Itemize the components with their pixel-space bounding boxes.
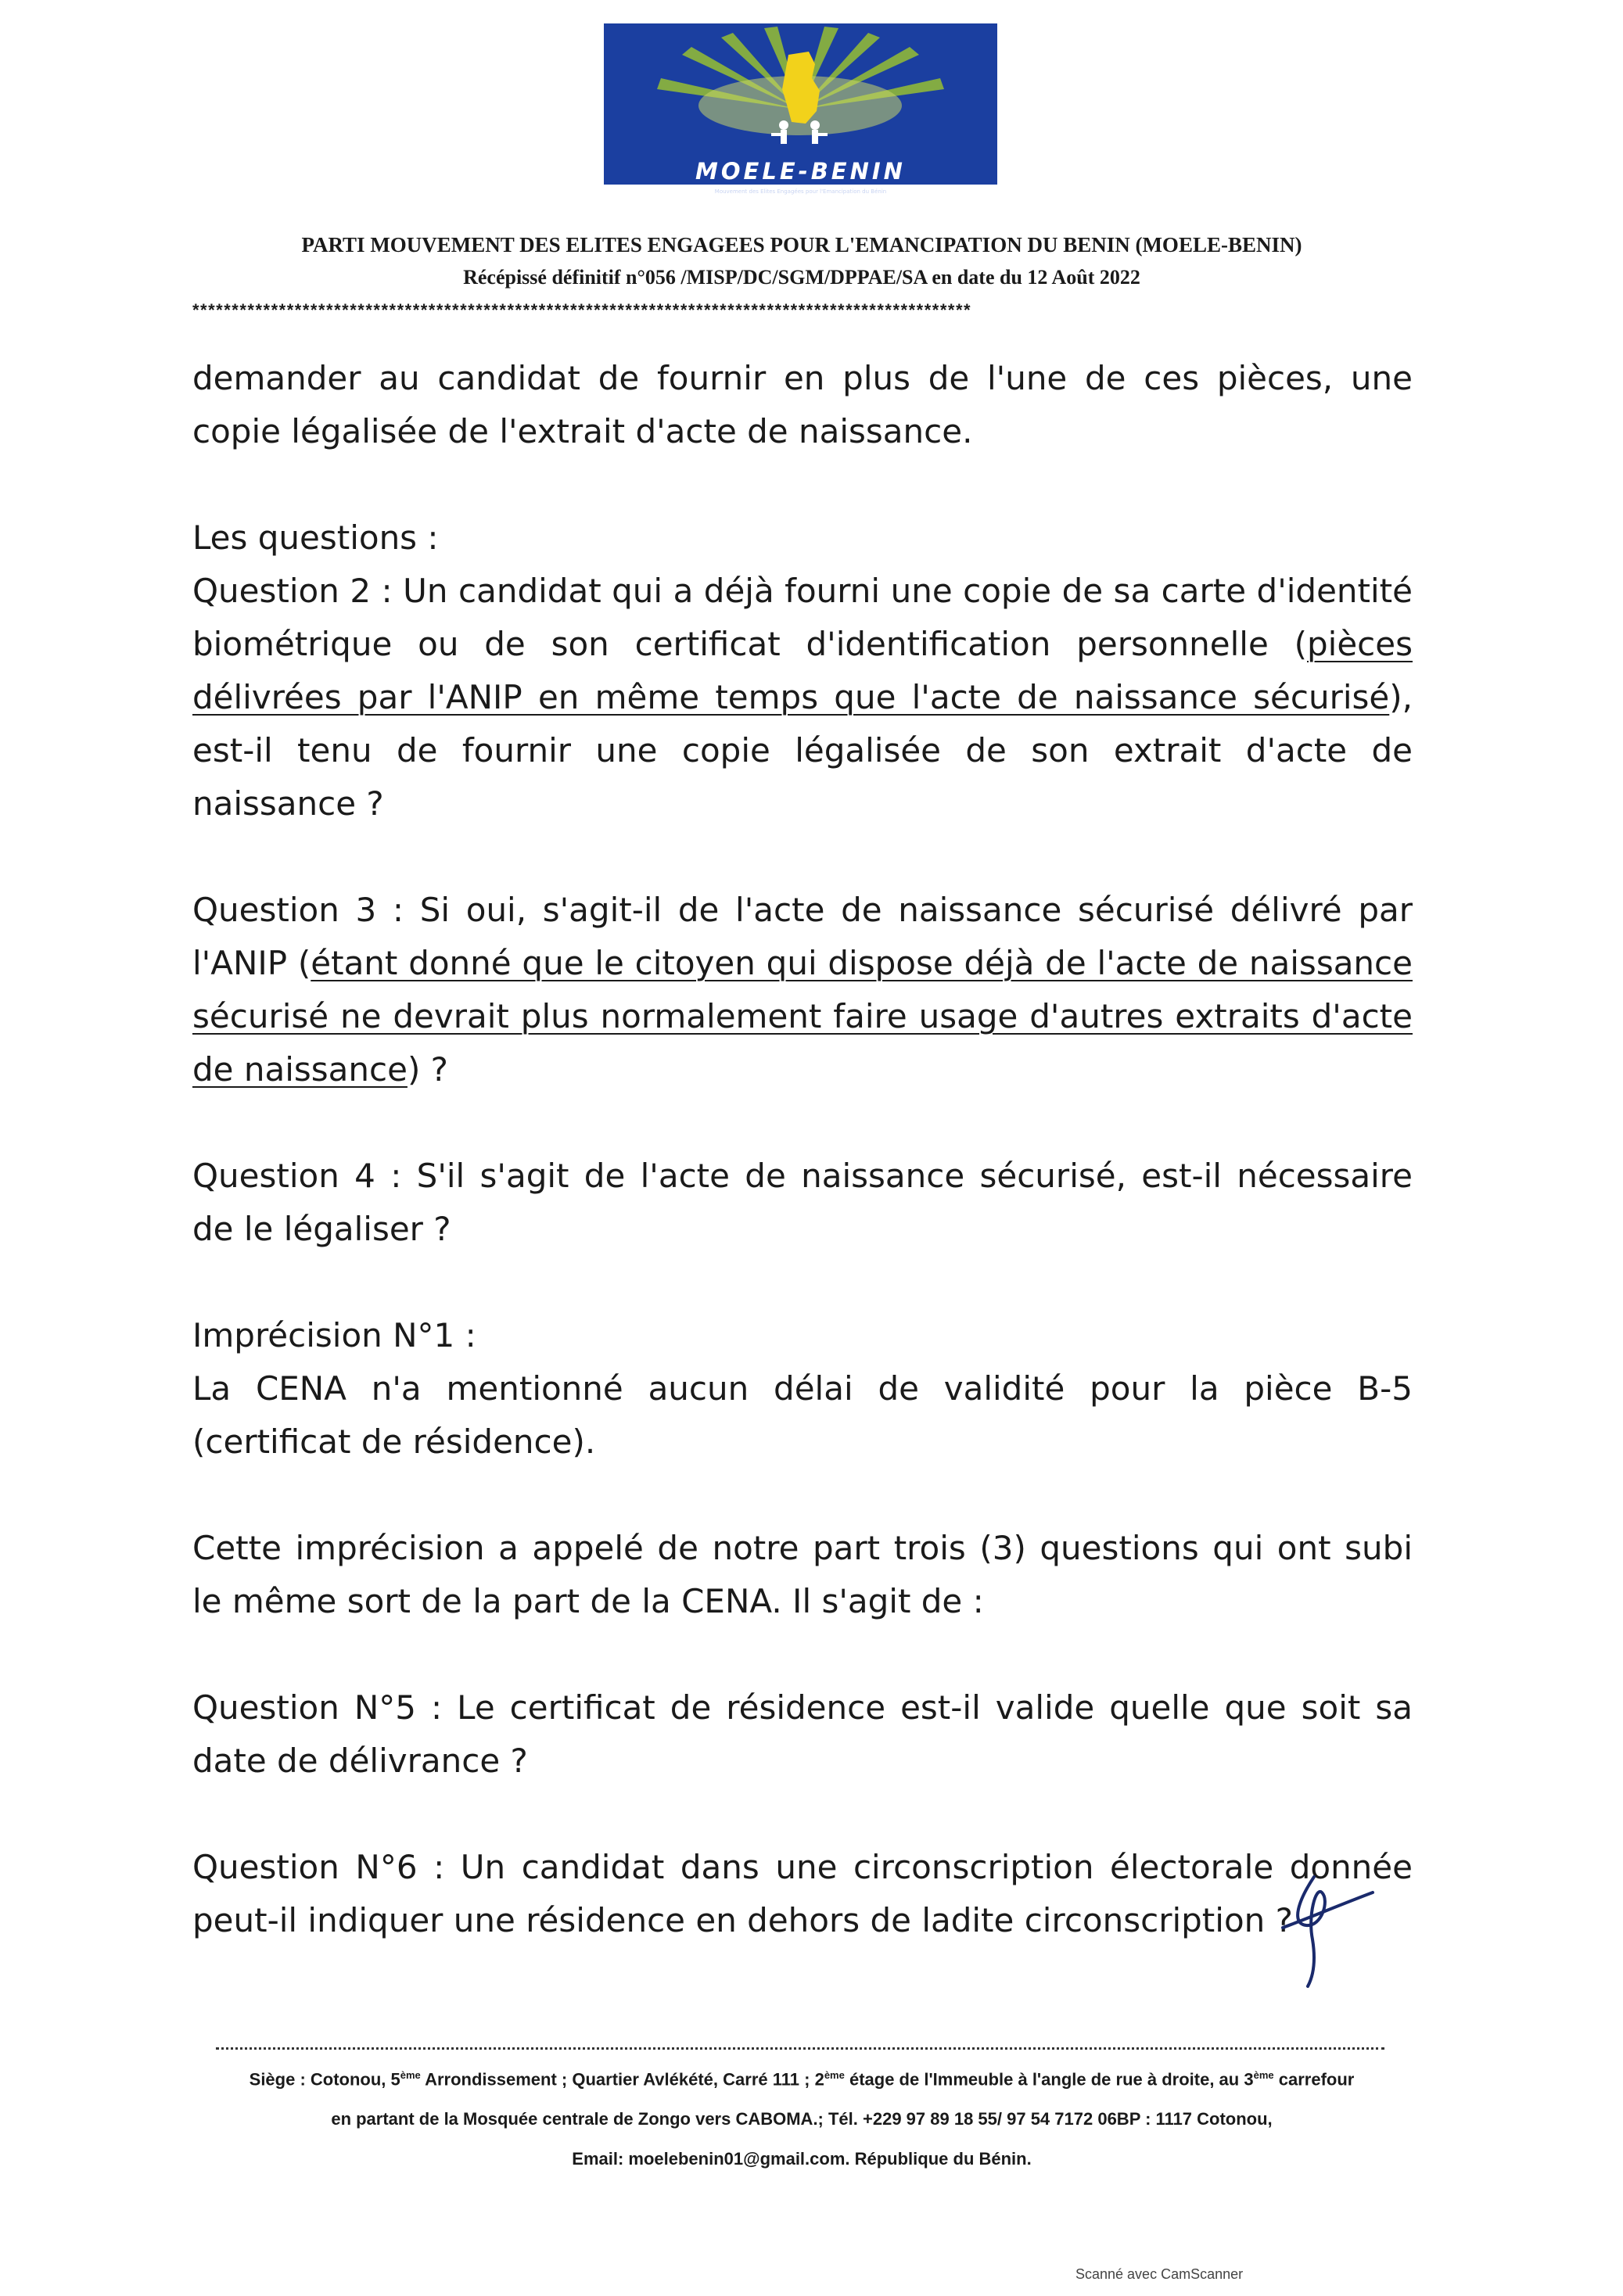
letter-body [192, 352, 1413, 1947]
imprecision-heading: Imprécision N°1 : [192, 1316, 476, 1354]
logo-motto: Mouvement des Elites Engagées pour l'Emancipation du Bénin [714, 188, 887, 195]
imprecision-followup: Cette imprécision a appelé de notre part trois (3) questions qui ont subi le même sort de la part de la CENA. Il s'agit de : [192, 1529, 1413, 1620]
question-5: Question N°5 : Le certificat de résidence est-il valide quelle que soit sa date de délivrance ? [192, 1688, 1413, 1780]
footer-address-line-1: Siège : Cotonou, 5ème Arrondissement ; Quartier Avlékété, Carré 111 ; 2ème étage de l'Immeuble à l'angle de rue à droite, au 3ème carrefour [249, 2069, 1355, 2090]
question-3-underlined: étant donné que le citoyen qui dispose déjà de l'acte de naissance sécurisé ne devrait plus normalement faire usage d'autres extraits d'acte de naissance [192, 944, 1413, 1089]
imprecision-text: La CENA n'a mentionné aucun délai de validité pour la pièce B-5 (certificat de résidence). [192, 1369, 1413, 1461]
question-4: Question 4 : S'il s'agit de l'acte de naissance sécurisé, est-il nécessaire de le légaliser ? [192, 1157, 1413, 1248]
question-3: Question 3 : Si oui, s'agit-il de l'acte de naissance sécurisé délivré par l'ANIP (étant donné que le citoyen qui dispose déjà de l'acte de naissance sécurisé ne devrait plus normalement faire usage d'autres extraits d'acte de naissance) ? [192, 891, 1413, 1089]
question-6: Question N°6 : Un candidat dans une circonscription électorale donnée peut-il indiquer une résidence en dehors de ladite circonscription ? [192, 1848, 1413, 1939]
party-logo [604, 23, 997, 195]
header-separator: *************************************************************************************************** [192, 300, 972, 320]
question-2: Question 2 : Un candidat qui a déjà fourni une copie de sa carte d'identité biométrique ou de son certificat d'identification personnelle (pièces délivrées par l'ANIP en même temps que l'acte de naissance sécurisé), est-il tenu de fournir une copie légalisée de son extrait d'acte de naissance ? [192, 572, 1413, 823]
footer-email: Email: moelebenin01@gmail.com. République du Bénin. [572, 2149, 1032, 2169]
footer-divider [216, 2047, 1384, 2050]
footer-address-line-2: en partant de la Mosquée centrale de Zongo vers CABOMA.; Tél. +229 97 89 18 55/ 97 54 7172 06BP : 1117 Cotonou, [331, 2109, 1273, 2129]
signature-icon [1267, 1869, 1377, 1994]
registration-receipt: Récépissé définitif n°056 /MISP/DC/SGM/DPPAE/SA en date du 12 Août 2022 [463, 266, 1140, 289]
questions-heading: Les questions : [192, 518, 439, 557]
question-2-underlined: pièces délivrées par l'ANIP en même temps que l'acte de naissance sécurisé [192, 625, 1413, 716]
logo-wordmark: MOELE-BENIN [695, 158, 906, 185]
paragraph-intro: demander au candidat de fournir en plus de l'une de ces pièces, une copie légalisée de l'extrait d'acte de naissance. [192, 359, 1413, 450]
party-name-heading: PARTI MOUVEMENT DES ELITES ENGAGEES POUR L'EMANCIPATION DU BENIN (MOELE-BENIN) [301, 233, 1302, 257]
scanner-watermark: Scanné avec CamScanner [1075, 2266, 1244, 2282]
